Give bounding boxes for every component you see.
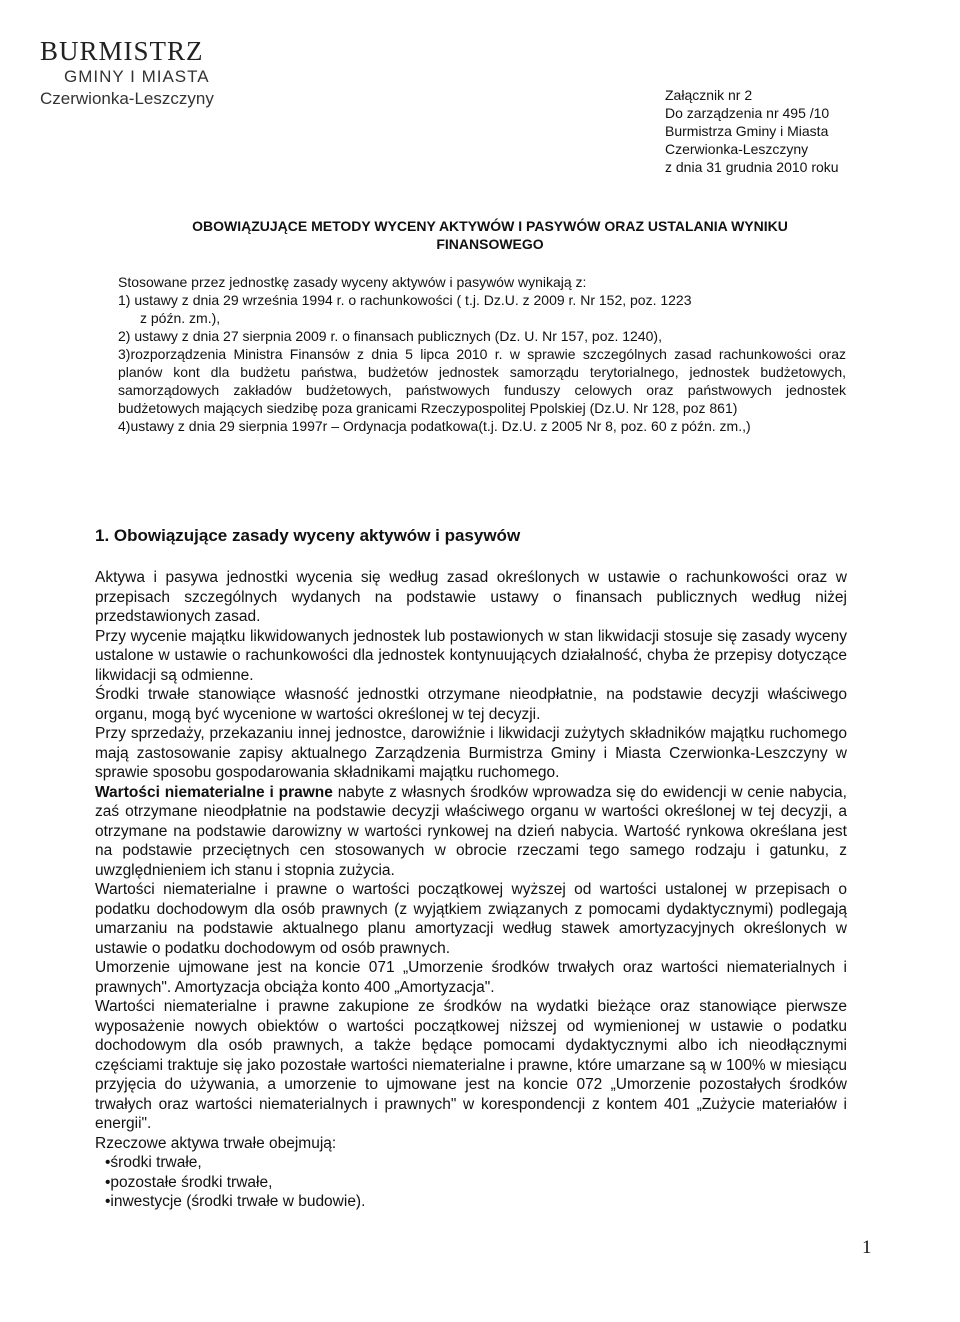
attachment-date: z dnia 31 grudnia 2010 roku — [665, 159, 839, 175]
attachment-number: Załącznik nr 2 — [665, 87, 753, 103]
paragraph-liquidation: Przy wycenie majątku likwidowanych jednostek lub postawionych w stan likwidacji stosuje się zasady wyceny ustalone w ustawie o rachunkowości dla jednostek kontynuujących działalność, chyba że przepisy dotyczące likwidacji są odmienne. — [95, 627, 847, 684]
legal-basis-2: 2) ustawy z dnia 27 sierpnia 2009 r. o finansach publicznych (Dz. U. Nr 157, poz. 1240), — [118, 328, 662, 344]
intangible-assets-text: nabyte z własnych środków wprowadza się do ewidencji w cenie nabycia, zaś otrzymane nieodpłatnie na podstawie decyzji właściwego organu w wartości określonej w tej decyzji, a otrzymane na podstawie darowizny w wartości rynkowej na dzień nabycia. Wartość rynkowa określana jest na podstawie przeciętnych cen stosowanych w obrocie rzeczami tego samego rodzaju i gatunku, z uwzględnieniem ich stanu i stopnia zużycia. — [95, 783, 847, 879]
paragraph-intangible-assets — [95, 783, 847, 881]
paragraph-other-intangibles: Wartości niematerialne i prawne zakupione ze środków na wydatki bieżące oraz stanowiące pierwsze wyposażenie nowych obiektów o wartości początkowej niższej od wymienionej w ustawie o podatku dochodowym dla osób prawnych, a także będące pomocami dydaktycznymi albo ich nieodłącznymi częściami traktuje się jako pozostałe wartości niematerialne i prawne, które umarzane są w 100% w miesiącu przyjęcia do używania, a umorzenie to ujmowane jest na koncie 072 „Umorzenie pozostałych środków trwałych oraz wartości niematerialnych i prawnych" w korespondencji z kontem 401 „Zużycie materiałów i energii". — [95, 998, 847, 1132]
list-item: •inwestycje (środki trwałe w budowie). — [105, 1193, 366, 1210]
section-heading: 1. Obowiązujące zasady wyceny aktywów i pasywów — [95, 526, 521, 545]
attachment-issuer: Burmistrza Gminy i Miasta — [665, 123, 829, 139]
stamp-municipality: Czerwionka-Leszczyny — [40, 89, 214, 108]
legal-basis-3: 3)rozporządzenia Ministra Finansów z dnia 5 lipca 2010 r. w sprawie szczególnych zasad rachunkowości oraz planów kont dla budżetu państwa, budżetów jednostek samorządu terytorialnego, jednostek budżetowych, samorządowych zakładów budżetowych, państwowych funduszy celowych oraz państwowych jednostek budżetowych mających siedzibę poza granicami Rzeczypospolitej Ppolskiej (Dz.U. Nr 128, poz 861) — [118, 346, 846, 416]
intro-text: Stosowane przez jednostkę zasady wyceny aktywów i pasywów wynikają z: — [118, 274, 587, 290]
attachment-header — [665, 86, 839, 176]
paragraph-valuation-rules: Aktywa i pasywa jednostki wycenia się według zasad określonych w ustawie o rachunkowości oraz w przepisach szczególnych wydanych na podstawie ustawy o finansach publicznych według niżej przedstawionych zasad. — [95, 569, 847, 625]
legal-basis-1: 1) ustawy z dnia 29 września 1994 r. o rachunkowości ( t.j. Dz.U. z 2009 r. Nr 152, poz. 1223 — [118, 292, 692, 308]
paragraph-depreciation-account: Umorzenie ujmowane jest na koncie 071 „Umorzenie środków trwałych oraz wartości niematerialnych i prawnych". Amortyzacja obciąża konto 400 „Amortyzacja". — [95, 959, 847, 996]
page-number: 1 — [862, 1237, 872, 1258]
paragraph-free-assets: Środki trwałe stanowiące własność jednostki otrzymane nieodpłatnie, na podstawie decyzji właściwego organu, mogą być wycenione w wartości określonej w tej decyzji. — [95, 686, 847, 723]
document-title-line2: FINANSOWEGO — [436, 236, 544, 252]
stamp-title: BURMISTRZ — [40, 36, 204, 66]
legal-basis-4: 4)ustawy z dnia 29 sierpnia 1997r – Ordynacja podatkowa(t.j. Dz.U. z 2005 Nr 8, poz. 60 z późn. zm.,) — [118, 418, 751, 434]
attachment-municipality: Czerwionka-Leszczyny — [665, 141, 809, 157]
document-title — [100, 217, 880, 253]
paragraph-fixed-assets-intro: Rzeczowe aktywa trwałe obejmują: — [95, 1134, 337, 1152]
legal-basis-1-continued: z późn. zm.), — [140, 310, 221, 326]
paragraph-amortization: Wartości niematerialne i prawne o wartości początkowej wyższej od wartości ustalonej w przepisach o podatku dochodowym dla osób prawnych (z wyjątkiem związanych z pomocami dydaktycznymi) podlegają umarzaniu na podstawie aktualnego planu amortyzacji według stawek amortyzacyjnych określonych w ustawie o podatku dochodowym od osób prawnych. — [95, 881, 847, 957]
intangible-assets-bold: Wartości niematerialne i prawne — [95, 783, 333, 801]
list-item: •pozostałe środki trwałe, — [105, 1173, 273, 1191]
document-title-line1: OBOWIĄZUJĄCE METODY WYCENY AKTYWÓW I PASYWÓW ORAZ USTALANIA WYNIKU — [192, 218, 788, 234]
fixed-assets-list — [95, 1153, 847, 1212]
section-body — [95, 568, 847, 1212]
attachment-order: Do zarządzenia nr 495 /10 — [665, 105, 830, 121]
list-item: •środki trwałe, — [105, 1154, 202, 1171]
paragraph-sale-transfer: Przy sprzedaży, przekazaniu innej jednostce, darowiźnie i likwidacji zużytych składników majątku ruchomego mają zastosowanie zapisy aktualnego Zarządzenia Burmistrza Gminy i Miasta Czerwionka-Leszczyny w sprawie sposobu gospodarowania składnikami majątku ruchomego. — [95, 725, 847, 781]
legal-bases-list — [118, 291, 846, 435]
official-stamp — [40, 36, 214, 110]
stamp-subtitle: GMINY I MIASTA — [64, 67, 210, 86]
